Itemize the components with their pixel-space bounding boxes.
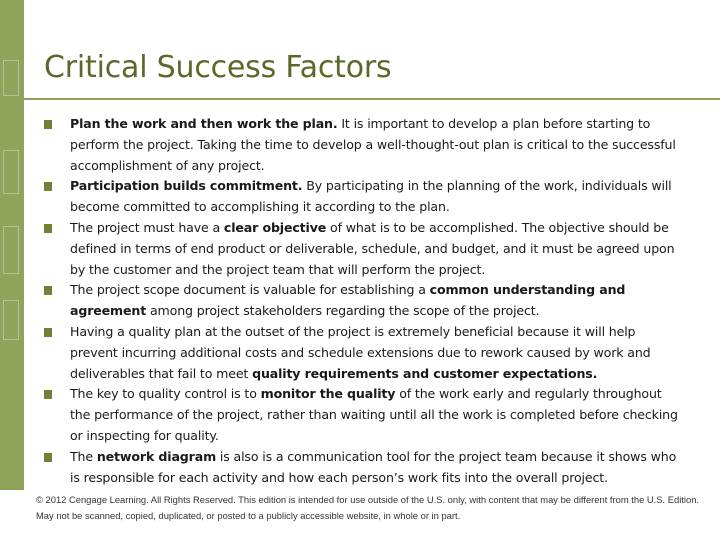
- bullet-emphasis: common understanding and agreement: [70, 282, 626, 319]
- bullet-text: It is important to develop a plan before starting to perform the project. Taking the time to develop a well-thought-out plan is critical to the successful accomplishment of any project.: [70, 116, 676, 173]
- square-bullet-icon: [44, 120, 52, 129]
- bullet-emphasis: network diagram: [96, 448, 217, 464]
- bullet-emphasis: monitor the quality: [260, 386, 396, 402]
- title-divider: [24, 98, 720, 100]
- bullet-list: [44, 114, 684, 488]
- bullet-item: [44, 114, 684, 176]
- bullet-text: of the work early and regularly throughout the performance of the project, rather than waiting until all the work is completed before checking or inspecting for quality.: [70, 386, 678, 443]
- decorative-side-strip: [0, 0, 24, 490]
- decorative-tile: [3, 60, 19, 96]
- bullet-text: of what is to be accomplished. The objective should be defined in terms of end product or deliverable, schedule, and budget, and it must be agreed upon by the customer and the project team that will perform the project.: [70, 219, 675, 277]
- decorative-tile: [3, 300, 19, 340]
- square-bullet-icon: [44, 286, 52, 295]
- bullet-item: [44, 447, 684, 489]
- bullet-item: [44, 176, 684, 218]
- square-bullet-icon: [44, 390, 52, 399]
- bullet-emphasis: clear objective: [223, 219, 327, 235]
- square-bullet-icon: [44, 224, 52, 233]
- bullet-text: By participating in the planning of the work, individuals will become committed to accomplishing it according to the plan.: [70, 178, 672, 215]
- bullet-item: [44, 322, 684, 384]
- bullet-emphasis: Plan the work and then work the plan.: [70, 116, 338, 131]
- bullet-text: The: [70, 448, 97, 464]
- bullet-text: Having a quality plan at the outset of the project is extremely beneficial because it will help prevent incurring additional costs and schedule extensions due to rework caused by work and deliverables that fail to meet: [70, 323, 651, 381]
- bullet-item: [44, 280, 684, 322]
- decorative-tile: [3, 226, 19, 274]
- bullet-item: [44, 218, 684, 280]
- square-bullet-icon: [44, 453, 52, 462]
- bullet-text: among project stakeholders regarding the scope of the project.: [146, 303, 540, 319]
- bullet-text: The project scope document is valuable for establishing a: [70, 282, 430, 298]
- bullet-text: is also is a communication tool for the project team because it shows who is responsible for each activity and how each person’s work fits into the overall project.: [70, 448, 677, 485]
- bullet-emphasis: Participation builds commitment.: [70, 178, 303, 194]
- slide-title: Critical Success Factors: [44, 50, 392, 85]
- square-bullet-icon: [44, 182, 52, 191]
- square-bullet-icon: [44, 328, 52, 337]
- bullet-text: The key to quality control is to: [70, 386, 261, 402]
- copyright-footer: © 2012 Cengage Learning. All Rights Reserved. This edition is intended for use outside of the U.S. only, with content that may be different from the U.S. Edition. May not be scanned, copied, duplicated, or posted to a publicly accessible website, in whole or in part.: [36, 494, 700, 521]
- decorative-tile: [3, 150, 19, 194]
- bullet-item: [44, 384, 684, 446]
- bullet-text: The project must have a: [70, 219, 224, 235]
- bullet-emphasis: quality requirements and customer expectations.: [252, 365, 598, 381]
